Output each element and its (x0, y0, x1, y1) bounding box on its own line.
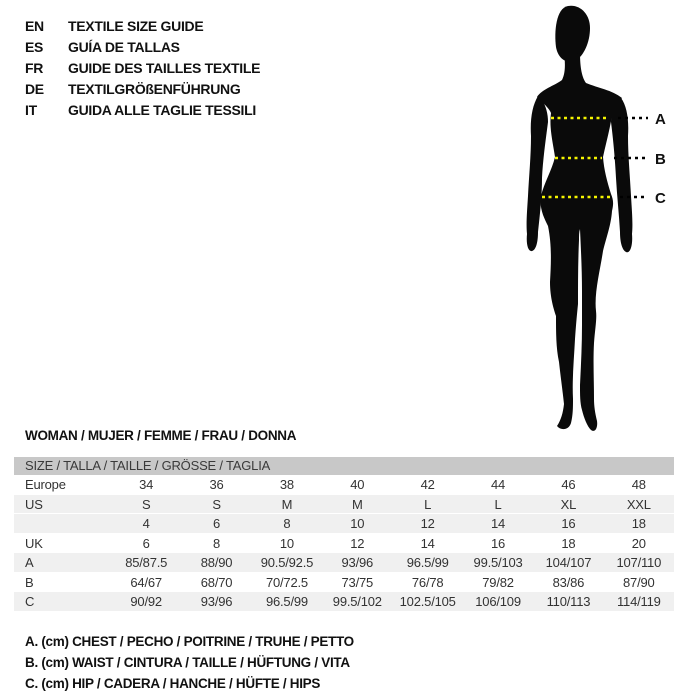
table-cell: 79/82 (482, 574, 514, 590)
language-code: IT (25, 102, 37, 118)
table-cell: 70/72.5 (265, 574, 308, 590)
table-cell: S (141, 496, 151, 512)
table-cell: 16 (561, 516, 576, 531)
table-cell: 6 (142, 535, 150, 551)
table-row-label: C (25, 594, 35, 609)
table-cell: 114/119 (616, 594, 661, 609)
table-header: SIZE / TALLA / TAILLE / GRÖSSE / TAGLIA (14, 457, 674, 475)
table-cell: 93/96 (200, 594, 233, 609)
table-cell: 16 (491, 535, 506, 551)
table-cell: 68/70 (200, 574, 233, 590)
guide-title: TEXTILE SIZE GUIDE (68, 18, 204, 34)
woman-silhouette (490, 0, 700, 440)
table-cell: M (351, 496, 363, 512)
language-row (25, 16, 260, 37)
silhouette-left-arm (527, 96, 548, 251)
table-row-label (14, 514, 111, 533)
table-cell: 12 (350, 535, 365, 551)
table-cell: 99.5/102 (332, 594, 382, 609)
table-row (14, 514, 674, 534)
table-cell: 102.5/105 (399, 594, 456, 609)
hip-line-label: C (655, 190, 666, 207)
table-cell: 14 (491, 516, 506, 531)
language-row (25, 100, 260, 121)
legend-item-hip: C. (cm) HIP / CADERA / HANCHE / HÜFTE / HIPS (25, 676, 321, 691)
table-cell: 110/113 (546, 594, 591, 609)
table-cell: 46 (561, 477, 576, 492)
table-cell: 48 (631, 477, 646, 492)
table-row-label: A (25, 555, 34, 570)
table-row (14, 592, 674, 612)
legend-item-chest: A. (cm) CHEST / PECHO / POITRINE / TRUHE / PETTO (25, 634, 354, 649)
table-cell: 99.5/103 (473, 555, 523, 570)
table-row-label: B (25, 574, 34, 590)
table-cell: 85/87.5 (125, 555, 168, 570)
table-cell: 96.5/99 (406, 555, 449, 570)
table-cell: 106/109 (475, 594, 521, 609)
waist-line-label: B (655, 151, 666, 168)
table-cell: 8 (213, 535, 221, 551)
measurement-figure (490, 0, 700, 440)
size-table (14, 457, 674, 612)
table-cell: 8 (283, 516, 291, 531)
table-row-label: UK (25, 535, 43, 551)
table-cell: 14 (420, 535, 435, 551)
language-code: EN (25, 18, 44, 34)
table-cell: 73/75 (341, 574, 374, 590)
table-cell: 83/86 (552, 574, 585, 590)
language-title-block (25, 16, 260, 121)
language-code: FR (25, 60, 44, 76)
table-cell: 18 (631, 516, 646, 531)
language-row (25, 58, 260, 79)
language-row (25, 37, 260, 58)
guide-title: TEXTILGRÖßENFÜHRUNG (68, 81, 241, 97)
table-cell: 20 (631, 535, 646, 551)
table-cell: S (212, 496, 221, 512)
table-cell: 64/67 (130, 574, 162, 590)
table-row (14, 475, 674, 495)
table-row (14, 573, 674, 593)
table-cell: 88/90 (200, 555, 233, 570)
table-cell: 4 (142, 516, 150, 531)
table-cell: 96.5/99 (265, 594, 308, 609)
guide-title: GUIDA ALLE TAGLIE TESSILI (68, 102, 256, 118)
silhouette-right-arm (611, 98, 632, 252)
language-code: DE (25, 81, 44, 97)
table-cell: 42 (420, 477, 435, 492)
guide-title: GUÍA DE TALLAS (68, 39, 180, 55)
table-row (14, 553, 674, 573)
table-cell: 87/90 (623, 574, 655, 590)
size-table-body (14, 475, 674, 612)
table-cell: 10 (279, 535, 294, 551)
table-cell: L (424, 496, 432, 512)
table-cell: 107/110 (616, 555, 662, 570)
language-code: ES (25, 39, 44, 55)
silhouette-head (555, 6, 590, 62)
legend-item-waist: B. (cm) WAIST / CINTURA / TAILLE / HÜFTUNG / VITA (25, 655, 350, 670)
table-cell: XXL (626, 496, 651, 512)
table-cell: 10 (350, 516, 365, 531)
language-row (25, 79, 260, 100)
silhouette-body (537, 50, 622, 431)
table-cell: 36 (209, 477, 224, 492)
table-cell: XL (560, 496, 577, 512)
table-cell: 34 (139, 477, 154, 492)
table-cell: 40 (350, 477, 365, 492)
table-cell: 38 (279, 477, 294, 492)
table-cell: 104/107 (545, 555, 592, 570)
table-cell: 90/92 (130, 594, 162, 609)
table-cell: 6 (213, 516, 221, 531)
measurement-legend (25, 631, 354, 694)
category-title: WOMAN / MUJER / FEMME / FRAU / DONNA (25, 428, 297, 443)
chest-line-label: A (655, 111, 666, 128)
table-row (14, 534, 674, 554)
table-row (14, 495, 674, 515)
table-cell: 93/96 (341, 555, 374, 570)
table-cell: L (494, 496, 502, 512)
table-row-label: US (25, 496, 43, 512)
table-cell: 90.5/92.5 (260, 555, 314, 570)
table-cell: 44 (491, 477, 506, 492)
table-cell: 18 (561, 535, 576, 551)
table-cell: M (281, 496, 293, 512)
table-cell: 12 (420, 516, 435, 531)
table-row-label: Europe (25, 477, 66, 492)
guide-title: GUIDE DES TAILLES TEXTILE (68, 60, 261, 76)
table-cell: 76/78 (411, 574, 444, 590)
